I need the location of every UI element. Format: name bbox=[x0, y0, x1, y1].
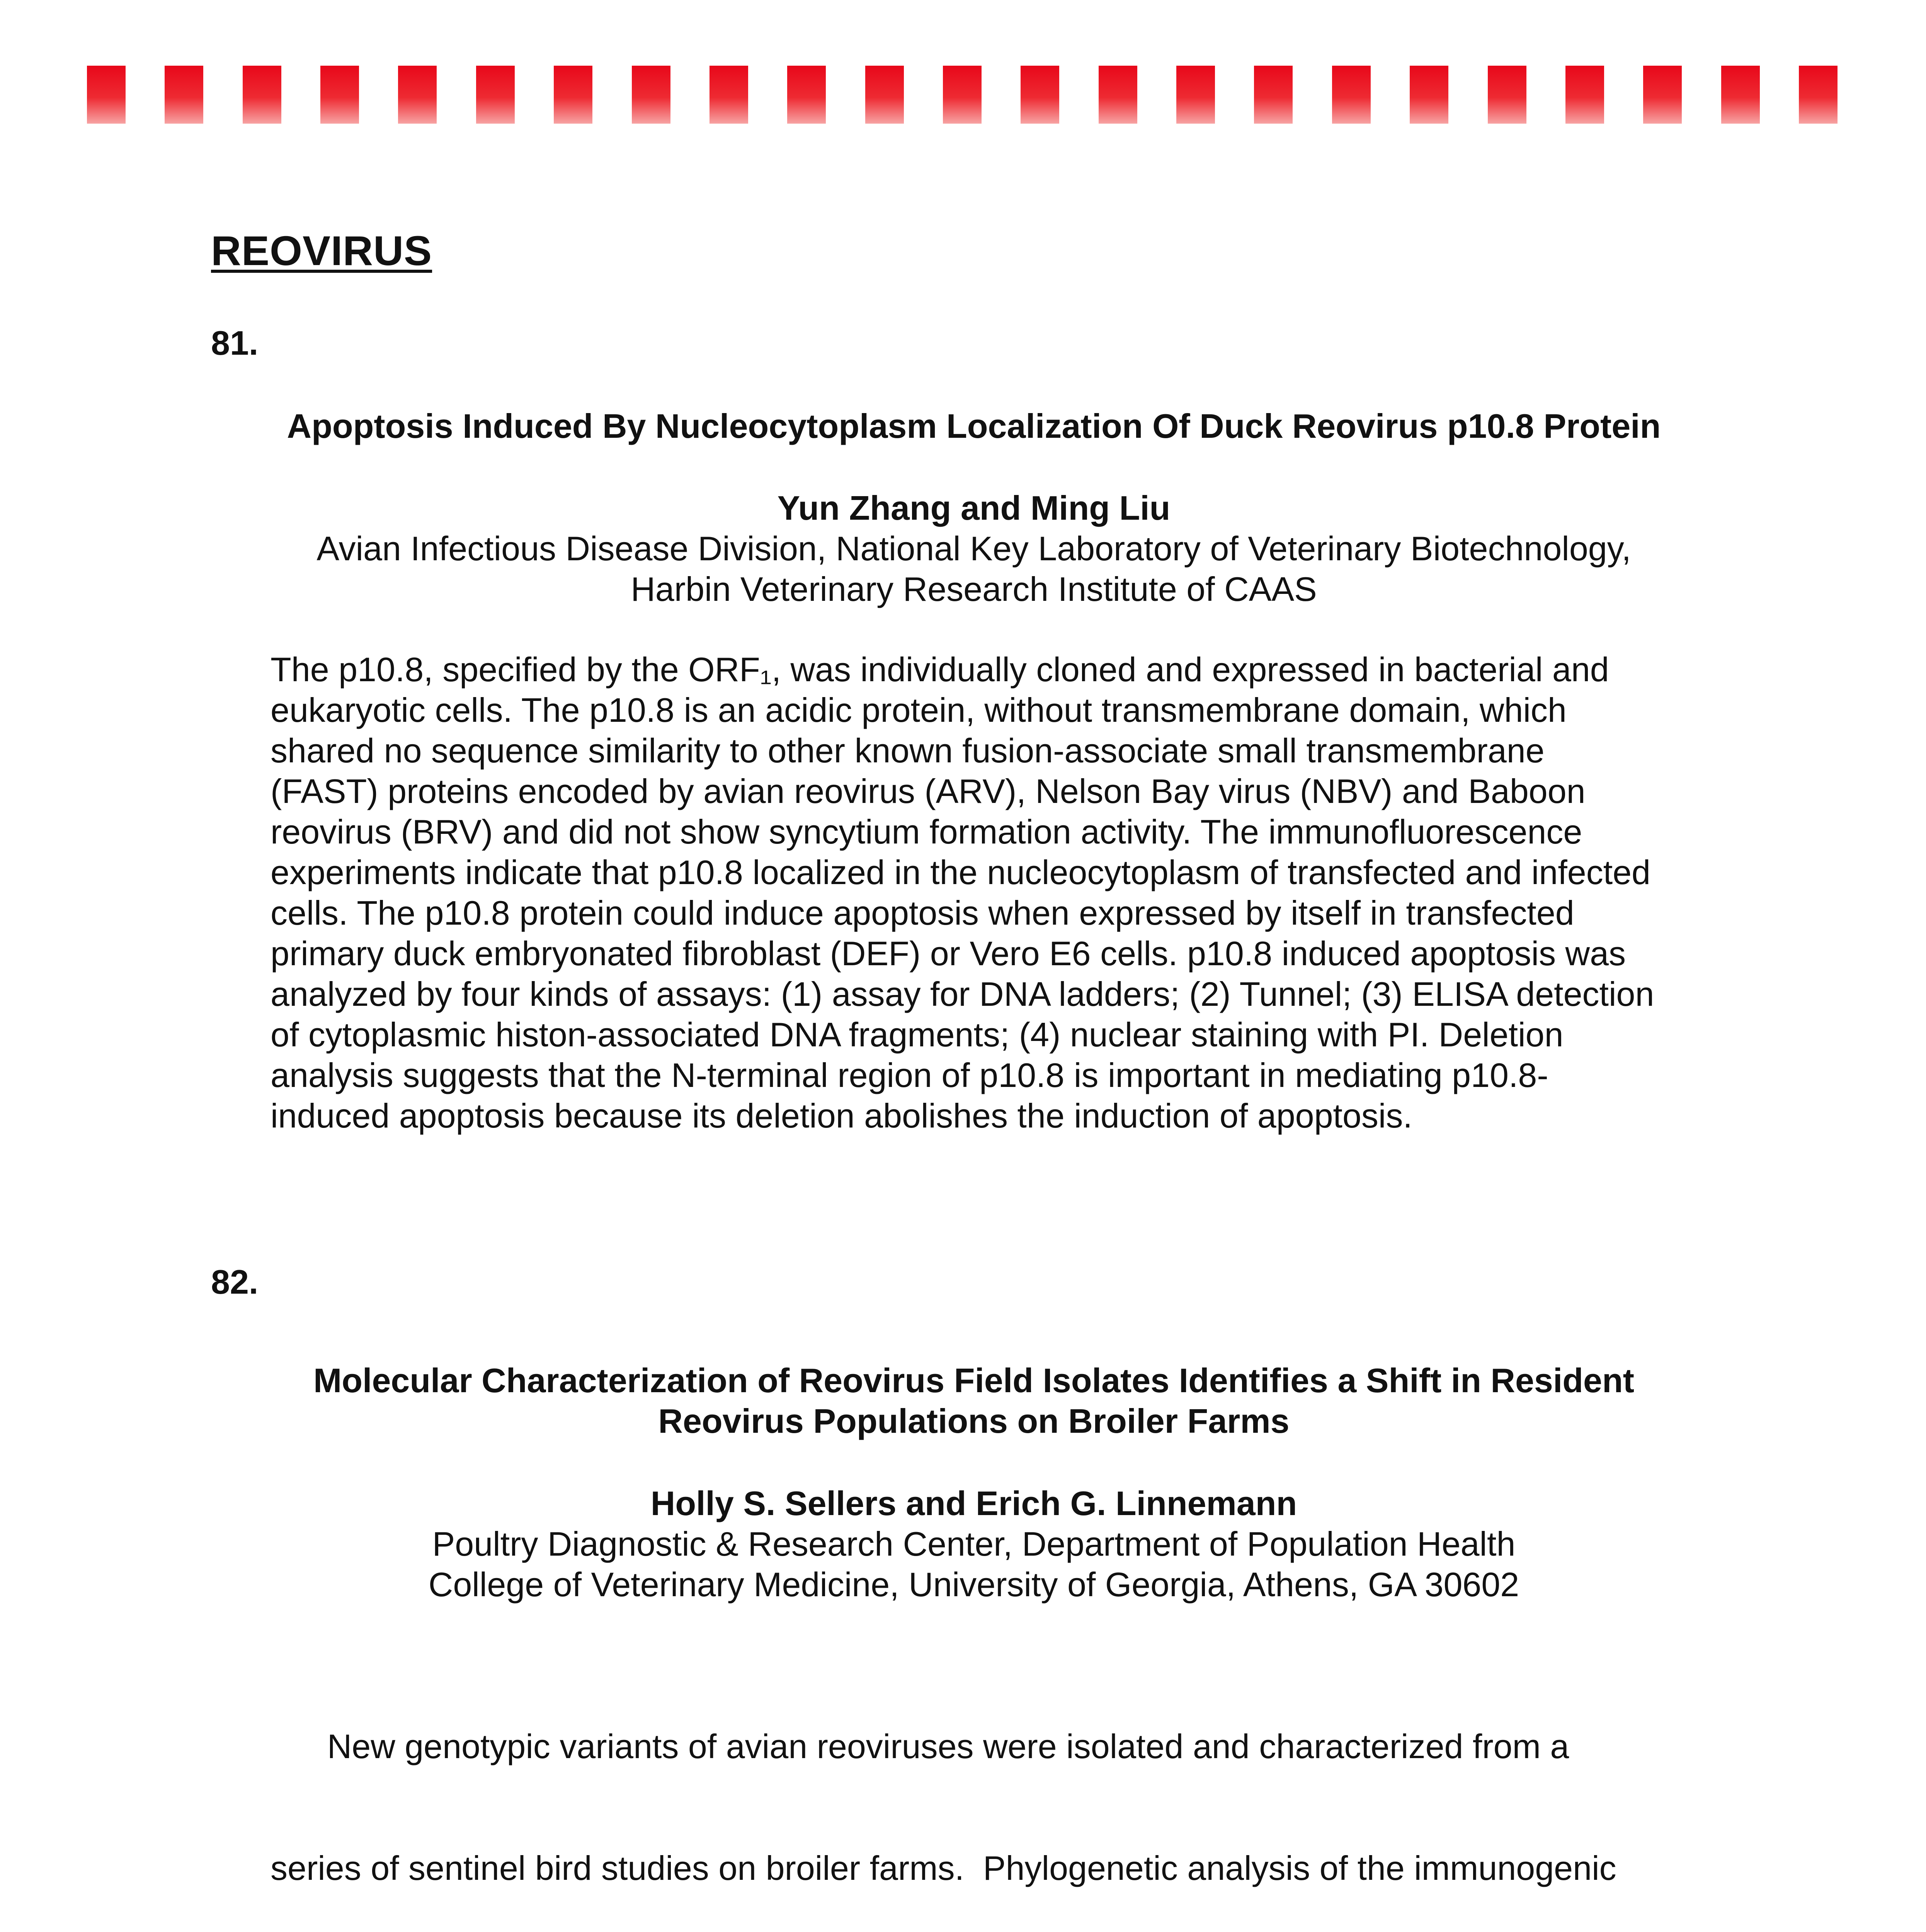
abstract-affiliation bbox=[216, 528, 1731, 609]
decorative-dash bbox=[1643, 66, 1682, 124]
body-line: reovirus (BRV) and did not show syncytium formation activity. The immunofluorescence bbox=[271, 813, 1582, 851]
abstract-number: 81. bbox=[211, 324, 259, 362]
decorative-dash bbox=[1332, 66, 1371, 124]
body-line: eukaryotic cells. The p10.8 is an acidic protein, without transmembrane domain, which bbox=[271, 691, 1567, 729]
abstract-body bbox=[271, 649, 1720, 1136]
decorative-dash bbox=[865, 66, 904, 124]
decorative-dash bbox=[1099, 66, 1137, 124]
affiliation-line: Harbin Veterinary Research Institute of CAAS bbox=[631, 570, 1317, 608]
body-line: experiments indicate that p10.8 localized in the nucleocytoplasm of transfected and infected bbox=[271, 853, 1651, 891]
body-line: New genotypic variants of avian reoviruses were isolated and characterized from a bbox=[271, 1727, 1569, 1765]
body-line: (FAST) proteins encoded by avian reovirus (ARV), Nelson Bay virus (NBV) and Baboon bbox=[271, 772, 1586, 810]
body-line: induced apoptosis because its deletion abolishes the induction of apoptosis. bbox=[271, 1097, 1412, 1135]
abstract-authors: Holly S. Sellers and Erich G. Linnemann bbox=[650, 1484, 1297, 1522]
decorative-dash bbox=[1410, 66, 1448, 124]
title-line: Apoptosis Induced By Nucleocytoplasm Localization Of Duck Reovirus p10.8 Protein bbox=[287, 407, 1661, 445]
affiliation-line: College of Veterinary Medicine, University of Georgia, Athens, GA 30602 bbox=[428, 1565, 1519, 1604]
abstract-title bbox=[216, 406, 1731, 446]
decorative-dash bbox=[1488, 66, 1526, 124]
abstract-body bbox=[271, 1645, 1720, 1932]
decorative-dash bbox=[787, 66, 826, 124]
decorative-dash bbox=[1021, 66, 1059, 124]
decorative-dash bbox=[943, 66, 982, 124]
body-line: primary duck embryonated fibroblast (DEF) or Vero E6 cells. p10.8 induced apoptosis was bbox=[271, 934, 1626, 973]
body-line: analyzed by four kinds of assays: (1) assay for DNA ladders; (2) Tunnel; (3) ELISA detection bbox=[271, 975, 1654, 1013]
abstract-number: 82. bbox=[211, 1263, 259, 1301]
decorative-dash bbox=[320, 66, 359, 124]
decorative-dash-bar bbox=[87, 66, 1838, 124]
decorative-dash bbox=[165, 66, 203, 124]
decorative-dash bbox=[1721, 66, 1760, 124]
decorative-dash bbox=[1799, 66, 1838, 124]
body-line: series of sentinel bird studies on broiler farms. Phylogenetic analysis of the immunogenic bbox=[271, 1849, 1616, 1887]
abstract-title bbox=[216, 1360, 1731, 1441]
decorative-dash bbox=[243, 66, 281, 124]
decorative-dash bbox=[476, 66, 515, 124]
title-line: Molecular Characterization of Reovirus Field Isolates Identifies a Shift in Resident bbox=[313, 1361, 1635, 1400]
body-line: shared no sequence similarity to other known fusion-associate small transmembrane bbox=[271, 731, 1545, 770]
body-line: of cytoplasmic histon-associated DNA fragments; (4) nuclear staining with PI. Deletion bbox=[271, 1015, 1564, 1054]
abstract-authors: Yun Zhang and Ming Liu bbox=[777, 489, 1171, 527]
decorative-dash bbox=[1565, 66, 1604, 124]
affiliation-line: Avian Infectious Disease Division, National Key Laboratory of Veterinary Biotechnology, bbox=[316, 529, 1631, 568]
section-heading: REOVIRUS bbox=[211, 227, 432, 274]
decorative-dash bbox=[87, 66, 126, 124]
abstract-affiliation bbox=[216, 1524, 1731, 1605]
body-line: The p10.8, specified by the ORF₁, was individually cloned and expressed in bacterial and bbox=[271, 650, 1609, 689]
affiliation-line: Poultry Diagnostic & Research Center, Department of Population Health bbox=[432, 1525, 1516, 1563]
decorative-dash bbox=[709, 66, 748, 124]
body-line: analysis suggests that the N-terminal region of p10.8 is important in mediating p10.8- bbox=[271, 1056, 1548, 1094]
decorative-dash bbox=[1176, 66, 1215, 124]
body-line: cells. The p10.8 protein could induce apoptosis when expressed by itself in transfected bbox=[271, 894, 1574, 932]
decorative-dash bbox=[398, 66, 437, 124]
decorative-dash bbox=[1254, 66, 1293, 124]
decorative-dash bbox=[632, 66, 670, 124]
title-line: Reovirus Populations on Broiler Farms bbox=[658, 1402, 1290, 1440]
decorative-dash bbox=[554, 66, 592, 124]
